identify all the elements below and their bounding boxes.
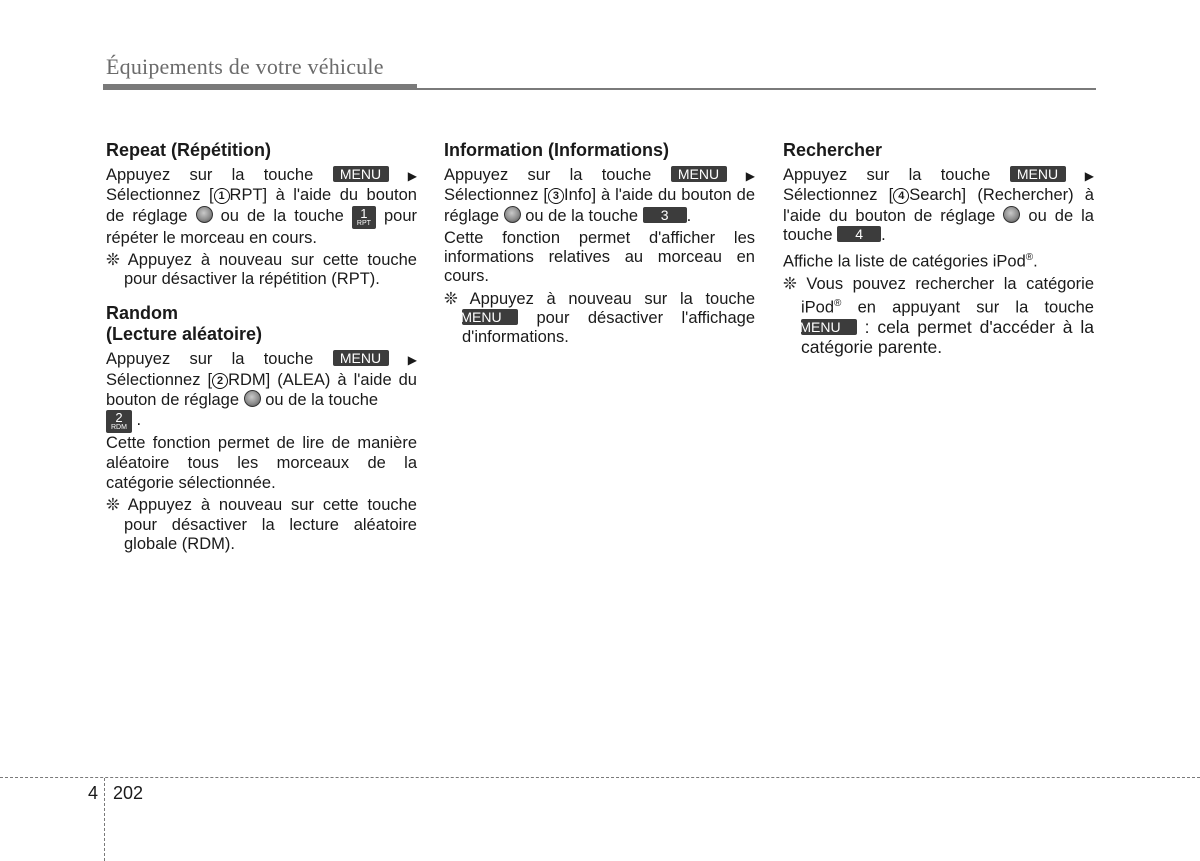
information-paragraph [444,166,755,226]
circled-4-icon: 4 [893,188,909,204]
text: Vous pouvez rechercher la catégorie iPod [801,274,1095,317]
section-title-random [106,303,417,345]
header-title: Équipements de votre véhicule [106,54,384,79]
repeat-note [106,251,417,290]
text: . [686,206,692,225]
text: Affiche la liste de catégories iPod [783,252,1026,271]
random-description: Cette fonction permet de lire de manière aléatoire tous les morceaux de la catégorie sélectionnée. [106,434,417,493]
page-number: 202 [113,783,144,803]
text: ou de la touche [265,391,379,410]
menu-key-icon: MENU [1010,166,1066,182]
text: Random [106,303,178,324]
note-bullet-icon: ❊ [106,250,120,269]
menu-key-icon: MENU [462,309,518,325]
text: : cela permet d'accéder à la catégorie parente. [801,317,1094,358]
menu-key-icon: MENU [333,166,389,182]
section-title-search: Rechercher [783,140,883,160]
section-title-repeat: Repeat (Répétition) [106,140,272,160]
text: Appuyez à nouveau sur cette touche pour désactiver la lecture aléatoire globale (RDM). [124,496,417,554]
key-sub: RPT [356,219,371,227]
registered-mark: ® [1025,252,1034,264]
menu-key-icon: MENU [671,166,727,182]
key-3-icon: 3 [643,207,687,223]
rdm-key-icon [106,410,132,433]
tune-knob-icon [504,206,521,223]
menu-key-icon: MENU [333,350,389,366]
tune-knob-icon [1003,206,1020,223]
search-note [783,275,1094,359]
text: ou de la touche [220,206,344,225]
header-rule-thin [417,88,1096,90]
key-sub: RDM [111,424,127,432]
text: RPT] à l'aide du bouton de réglage [106,186,417,225]
search-description [783,248,1094,272]
chapter-number: 4 [88,783,99,803]
circled-3-icon: 3 [548,188,564,204]
key-number: 2 [115,410,123,426]
column-right [783,140,1094,359]
text: Search] (Rechercher) à l'aide du bouton de réglage [783,186,1094,225]
text: Appuyez sur la touche [783,166,991,184]
text: Appuyez à nouveau sur cette touche pour désactiver la répétition (RPT). [124,250,417,289]
column-left [106,140,417,554]
circled-1-icon: 1 [214,188,230,204]
section-title-information: Information (Informations) [444,140,669,160]
key-4-icon: 4 [837,226,881,242]
information-note [444,290,755,348]
text: . [136,411,142,430]
menu-key-icon: MENU [801,319,857,335]
text: . [881,225,886,244]
text: pour répéter le morceau en cours. [106,206,417,247]
text: Appuyez à nouveau sur la touche [469,289,755,308]
circled-2-icon: 2 [212,373,228,389]
text: (Lecture aléatoire) [106,324,263,345]
arrow-right-icon: ▶ [745,169,755,183]
repeat-paragraph [106,166,417,248]
text: Appuyez sur la touche [106,166,314,184]
text: Sélectionnez [ [783,186,894,205]
text: Info] à l'aide du bouton de réglage [444,186,755,225]
note-bullet-icon: ❊ [106,496,120,515]
tune-knob-icon [196,206,213,223]
random-paragraph [106,349,417,433]
text: ou de la touche [783,206,1094,244]
rpt-key-icon [352,206,376,229]
footer-vertical-rule [104,778,105,861]
column-middle [444,140,755,348]
random-note [106,496,417,554]
search-paragraph [783,166,1094,245]
text: ou de la touche [525,206,639,225]
header-rule-thick [103,84,417,90]
text: Appuyez sur la touche [444,166,652,184]
arrow-right-icon: ▶ [1084,169,1094,183]
information-description: Cette fonction permet d'afficher les informations relatives au morceau en cours. [444,228,755,286]
text: Sélectionnez [ [444,186,548,205]
note-bullet-icon: ❊ [783,274,797,293]
arrow-right-icon: ▶ [407,169,417,183]
text: en appuyant sur la touche [841,298,1094,317]
note-bullet-icon: ❊ [444,289,458,308]
text: Sélectionnez [ [106,186,214,205]
text: . [1033,252,1038,271]
text: Appuyez sur la touche [106,350,314,369]
text: Sélectionnez [ [106,371,213,390]
key-number: 1 [360,205,368,221]
text: pour désactiver l'affichage d'informations. [462,309,755,347]
arrow-right-icon: ▶ [407,353,417,368]
registered-mark: ® [834,298,842,310]
text: RDM] (ALEA) à l'aide du bouton de réglage [106,371,417,410]
tune-knob-icon [244,390,261,407]
footer-dashed-rule [0,777,1200,778]
